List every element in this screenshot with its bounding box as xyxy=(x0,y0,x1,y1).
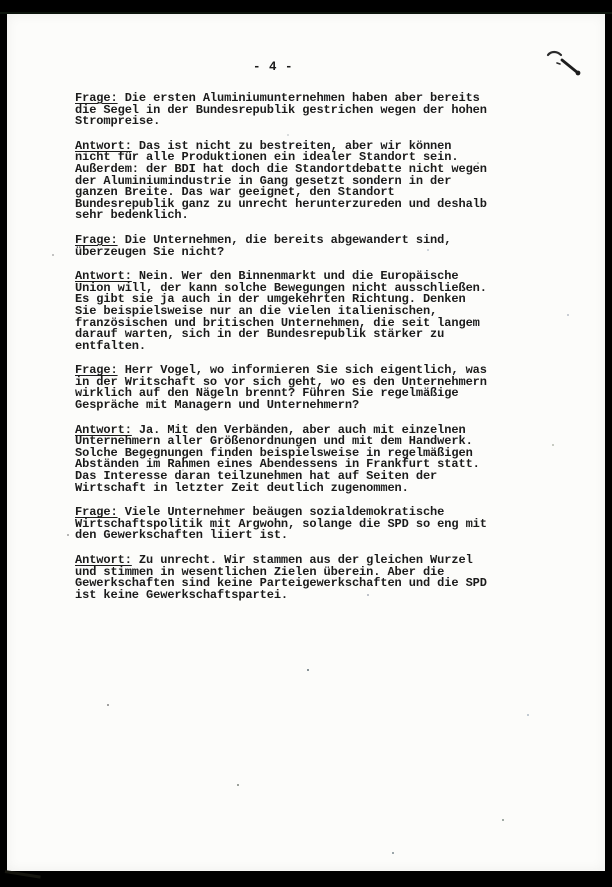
text-line: Sie beispielsweise nur an die vielen italienischen, xyxy=(75,303,438,318)
text-line: Antwort: Das ist nicht zu bestreiten, aber wir können xyxy=(75,138,452,153)
text-line: französischen und britischen Unternehmen, die seit langem xyxy=(75,315,480,330)
page-corner-curl xyxy=(5,870,41,878)
text-line: Unternehmern aller Größenordnungen und mit dem Handwerk. xyxy=(75,434,473,449)
paragraph-label: Antwort: xyxy=(75,138,132,153)
text-line: die Segel in der Bundesrepublik gestrichen wegen der hohen xyxy=(75,102,487,117)
paragraph-label: Frage: xyxy=(75,505,118,520)
text-line: Frage: Die Unternehmen, die bereits abgewandert sind, xyxy=(75,232,452,247)
text-line: Es gibt sie ja auch in der umgekehrten Richtung. Denken xyxy=(75,292,466,307)
answer-paragraph xyxy=(75,271,555,352)
text-line: Das Interesse daran teilzunehmen hat auf Seiten der xyxy=(75,469,438,484)
text-line: nicht für alle Produktionen ein idealer Standort sein. xyxy=(75,150,459,165)
answer-paragraph xyxy=(75,555,555,601)
paragraph-label: Antwort: xyxy=(75,269,132,284)
text-line: Solche Begegnungen finden beispielsweise in regelmäßigen xyxy=(75,445,473,460)
scan-noise-specks xyxy=(7,14,9,16)
text-line: überzeugen Sie nicht? xyxy=(75,244,225,259)
text-line: Antwort: Ja. Mit den Verbänden, aber auch mit einzelnen xyxy=(75,422,466,437)
paragraph-label: Antwort: xyxy=(75,422,132,437)
text-line: Bundesrepublik ganz zu unrecht herunterzureden und deshalb xyxy=(75,196,487,211)
text-line: Antwort: Zu unrecht. Wir stammen aus der gleichen Wurzel xyxy=(75,553,473,567)
paragraph-label: Frage: xyxy=(75,232,118,247)
question-paragraph xyxy=(75,365,555,411)
text-line: Frage: Viele Unternehmer beäugen sozialdemokratische xyxy=(75,505,445,520)
text-line: sehr bedenklich. xyxy=(75,208,189,223)
text-line: Außerdem: der BDI hat doch die Standortdebatte nicht wegen xyxy=(75,161,487,176)
text-line: in der Writschaft so vor sich geht, wo es den Unternehmern xyxy=(75,374,487,389)
question-paragraph xyxy=(75,507,555,542)
question-paragraph xyxy=(75,232,555,259)
text-line: Gewerkschaften sind keine Parteigewerkschaften und die SPD xyxy=(75,576,487,591)
paragraph-label: Frage: xyxy=(75,91,118,105)
text-line: ganzen Breite. Das war geeignet, den Standort xyxy=(75,185,395,200)
text-line: wirklich auf den Nägeln brennt? Führen Sie regelmäßige xyxy=(75,386,459,401)
question-paragraph xyxy=(75,93,555,128)
text-line: Frage: Herr Vogel, wo informieren Sie sich eigentlich, was xyxy=(75,363,487,378)
text-line: entfalten. xyxy=(75,338,147,353)
text-line: Wirtschaft in letzter Zeit deutlich zugenommen. xyxy=(75,480,409,495)
text-line: Union will, der kann solche Bewegungen nicht ausschließen. xyxy=(75,280,487,295)
answer-paragraph xyxy=(75,422,555,495)
answer-paragraph xyxy=(75,138,555,223)
text-line: Antwort: Nein. Wer den Binnenmarkt und die Europäische xyxy=(75,269,459,284)
text-line: Wirtschaftspolitik mit Argwohn, solange die SPD so eng mit xyxy=(75,516,487,531)
text-line: Abständen im Rahmen eines Abendessens in Frankfurt statt. xyxy=(75,457,480,472)
text-line: Strompreise. xyxy=(75,114,161,129)
text-line: ist keine Gewerkschaftspartei. xyxy=(75,587,289,602)
text-line: Gespräche mit Managern und Unternehmern? xyxy=(75,398,360,413)
page-number: - 4 - xyxy=(253,60,294,74)
document-page xyxy=(7,14,605,871)
paragraph-label: Antwort: xyxy=(75,553,132,567)
paragraph-label: Frage: xyxy=(75,363,118,378)
text-line: den Gewerkschaften liiert ist. xyxy=(75,528,289,543)
document-body xyxy=(75,93,555,614)
text-line: der Aluminiumindustrie in Gang gesetzt sondern in der xyxy=(75,173,452,188)
text-line: Frage: Die ersten Aluminiumunternehmen haben aber bereits xyxy=(75,91,480,105)
text-line: und stimmen in wesentlichen Zielen überein. Aber die xyxy=(75,564,445,579)
text-line: darauf warten, sich in der Bundesrepublik stärker zu xyxy=(75,327,445,342)
pen-mark-icon xyxy=(540,40,588,88)
